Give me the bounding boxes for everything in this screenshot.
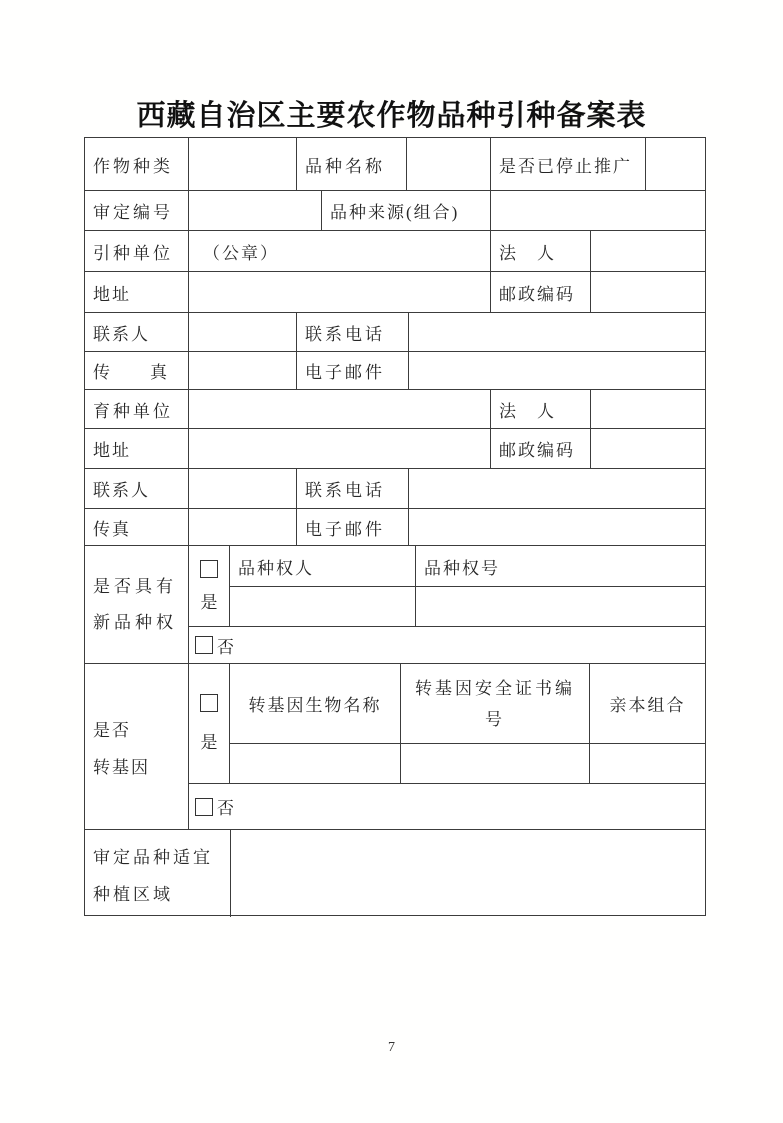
approval-number-label: 审定编号 [93,203,173,222]
address-label: 地址 [93,284,131,304]
introducing-unit-value-cell [189,231,491,271]
legal-person-value-cell [591,231,705,271]
introducing-unit-label: 引种单位 [93,243,173,263]
gmo-label-cell [85,664,189,829]
suitable-region-label-line1: 审定品种适宜 [93,847,213,867]
gmo-section [85,664,705,830]
legal-person2-value-cell [591,390,705,428]
no-label: 否 [217,637,234,657]
variety-right-no-option [189,627,705,663]
gmo-yes-checkbox-icon [200,694,218,712]
email-value-cell [409,352,705,389]
table-row [85,429,705,469]
variety-right-holder-value-cell [230,587,416,626]
variety-right-holder-label: 品种权人 [238,558,314,578]
contact-phone-label: 联系电话 [305,324,385,344]
contact-phone2-label-cell [297,469,409,508]
table-row [85,390,705,429]
email2-label-cell [297,509,409,545]
variety-right-number-value-cell [416,587,705,626]
page-number: 7 [388,1040,395,1055]
suitable-region-label-line2: 种植区域 [93,884,173,904]
legal-person2-label-cell [491,390,591,428]
address-value-cell [189,272,491,312]
new-variety-right-label-cell [85,546,189,663]
approval-number-value-cell [189,191,322,230]
new-variety-right-label: 是否具有新品种权 [93,576,177,632]
yes-label: 是 [200,733,218,752]
contact-phone-value-cell [409,313,705,351]
gmo-no-option [189,784,705,829]
fax-value-cell [189,352,297,389]
address-label: 地址 [93,441,131,460]
table-row [85,509,705,546]
variety-right-holder-label-cell [230,546,416,586]
email2-value-cell [409,509,705,545]
contact-person2-value-cell [189,469,297,508]
postal-code2-value-cell [591,429,705,468]
suitable-region-value-cell [231,830,705,917]
gmo-yes-option [189,664,230,783]
no-label: 否 [217,799,234,818]
approval-number-label-cell [85,191,189,230]
contact-person-label: 联系人 [93,324,150,344]
variety-right-yes-option [189,546,230,626]
official-seal-note: （公章） [203,243,279,263]
variety-right-no-checkbox-icon [195,636,213,654]
breeding-unit-label: 育种单位 [93,401,173,421]
gmo-safety-cert-label-cell [401,664,590,743]
postal-code-label: 邮政编码 [499,284,575,304]
table-row [85,231,705,272]
gmo-organism-name-label: 转基因生物名称 [248,696,382,715]
legal-person-label: 法 人 [499,401,556,421]
contact-person2-label-cell [85,469,189,508]
email-label: 电子邮件 [305,363,385,382]
suitable-region-section [85,830,705,917]
fax-label: 传真 [93,519,131,539]
variety-name-label-cell [297,138,407,190]
table-row [85,272,705,313]
crop-type-label-cell [85,138,189,190]
table-row [85,313,705,352]
parent-combination-value-cell [590,744,705,783]
stopped-promotion-value-cell [646,138,705,190]
legal-person-label: 法 人 [499,243,556,263]
variety-source-value-cell [491,191,705,230]
gmo-label-line2: 转基因 [93,757,150,777]
postal-code-value-cell [591,272,705,312]
new-variety-right-section [85,546,705,664]
address-label-cell [85,272,189,312]
variety-right-number-label: 品种权号 [424,558,500,578]
table-row [85,138,705,191]
crop-type-label: 作物种类 [93,156,173,176]
variety-source-label: 品种来源(组合) [330,203,460,222]
contact-phone-label-cell [297,313,409,351]
breeding-unit-value-cell [189,390,491,428]
breeding-unit-label-cell [85,390,189,428]
gmo-safety-cert-label: 转基因安全证书编号 [415,678,575,729]
email-label-cell [297,352,409,389]
registration-form-table [84,137,706,916]
variety-right-yes-checkbox-icon [200,560,218,578]
variety-right-number-label-cell [416,546,705,586]
postal-code-label-cell [491,272,591,312]
gmo-organism-name-value-cell [230,744,401,783]
variety-source-label-cell [322,191,491,230]
variety-name-value-cell [407,138,491,190]
postal-code-label: 邮政编码 [499,441,575,460]
stopped-promotion-label-cell [491,138,646,190]
introducing-unit-label-cell [85,231,189,271]
yes-label: 是 [200,592,218,612]
table-row [85,469,705,509]
stopped-promotion-label: 是否已停止推广 [499,156,632,176]
variety-name-label: 品种名称 [305,156,385,176]
address2-value-cell [189,429,491,468]
gmo-label-line1: 是否 [93,720,131,740]
gmo-safety-cert-value-cell [401,744,590,783]
contact-person-label-cell [85,313,189,351]
table-row [85,352,705,390]
gmo-organism-name-label-cell [230,664,401,743]
gmo-no-checkbox-icon [195,798,213,816]
parent-combination-label-cell [590,664,705,743]
crop-type-value-cell [189,138,297,190]
contact-phone2-value-cell [409,469,705,508]
fax-label-cell [85,352,189,389]
contact-phone-label: 联系电话 [305,481,385,500]
contact-person-label: 联系人 [93,481,150,500]
page-title: 西藏自治区主要农作物品种引种备案表 [136,100,647,132]
email-label: 电子邮件 [305,519,385,539]
contact-person-value-cell [189,313,297,351]
fax-label: 传 真 [93,363,169,382]
parent-combination-label: 亲本组合 [609,696,686,715]
postal-code2-label-cell [491,429,591,468]
address2-label-cell [85,429,189,468]
table-row [85,191,705,231]
legal-person-label-cell [491,231,591,271]
fax2-label-cell [85,509,189,545]
suitable-region-label-cell [85,830,231,917]
fax2-value-cell [189,509,297,545]
